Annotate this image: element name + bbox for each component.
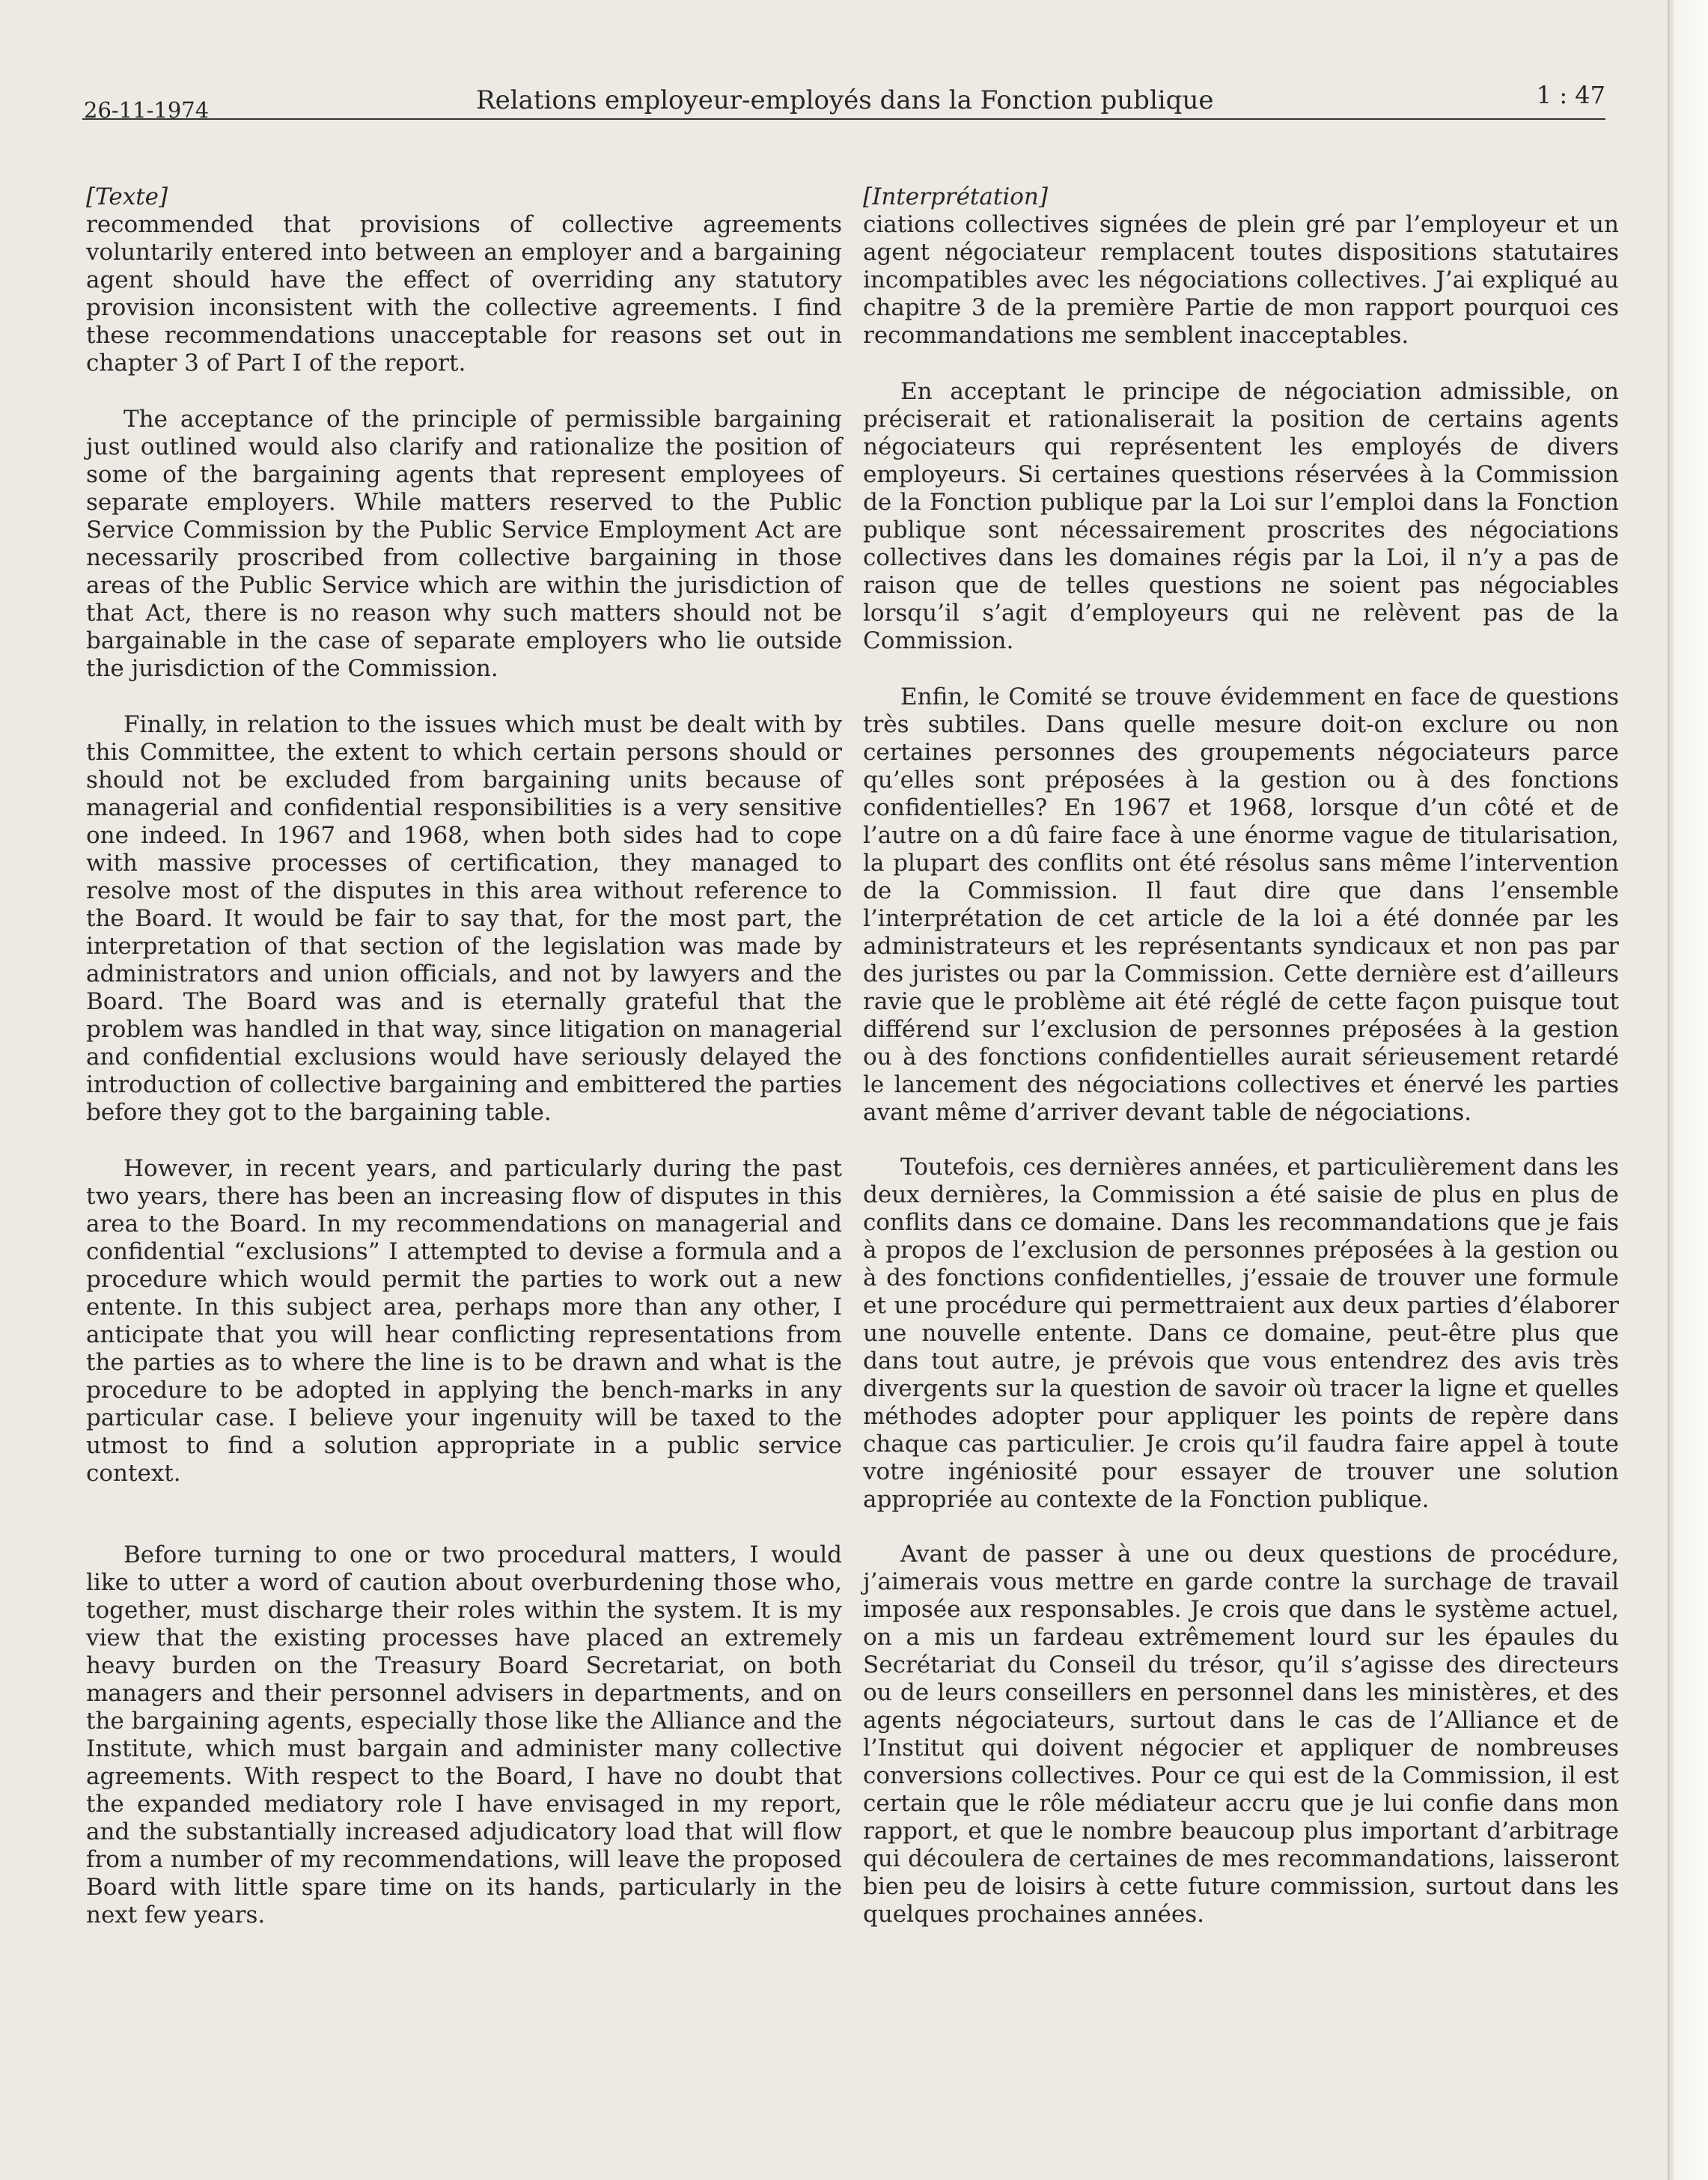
page-binding-edge: [1668, 0, 1708, 2180]
french-interpretation-column: [863, 183, 1619, 1928]
paragraph: Enfin, le Comité se trouve évidemment en face de questions très subtiles. Dans quelle mesure doit-on exclure ou non certaines personnes des groupements négociateurs parce qu’elles sont préposées à la gestion ou à des fonctions confidentielles? En 1967 et 1968, lorsque d’un côté et de l’autre on a dû faire face à une énorme vague de titularisation, la plupart des conflits ont été résolus sans même l’intervention de la Commission. Il faut dire que dans l’ensemble l’interprétation de cet article de la loi a été donnée par les administrateurs et les représentants syndicaux et non pas par des juristes ou par la Commission. Cette dernière est d’ailleurs ravie que le problème ait été réglé de cette façon puisque tout différend sur l’exclusion de personnes préposées à la gestion ou à des fonctions confidentielles aurait sérieusement retardé le lancement des négociations collectives et énervé les parties avant même d’arriver devant table de négociations.: [863, 683, 1619, 1126]
column-label-interpretation: [Interprétation]: [863, 183, 1048, 210]
paragraph: Finally, in relation to the issues which must be dealt with by this Committee, the extent to which certain persons should or should not be excluded from bargaining units because of managerial and confidential responsibilities is a very sensitive one indeed. In 1967 and 1968, when both sides had to cope with massive processes of certification, they managed to resolve most of the disputes in this area without reference to the Board. It would be fair to say that, for the most part, the interpretation of that section of the legislation was made by administrators and union officials, and not by lawyers and the Board. The Board was and is eternally grateful that the problem was handled in that way, since litigation on managerial and confidential exclusions would have seriously delayed the introduction of collective bargaining and embittered the parties before they got to the bargaining table.: [86, 711, 842, 1126]
page-header: [82, 81, 1605, 123]
paragraph: The acceptance of the principle of permissible bargaining just outlined would also clarify and rationalize the position of some of the bargaining agents that represent employees of separate employers. While matters reserved to the Public Service Commission by the Public Service Employment Act are necessarily proscribed from collective bargaining in those areas of the Public Service which are within the jurisdiction of that Act, there is no reason why such matters should not be bargainable in the case of separate employers who lie outside the jurisdiction of the Commission.: [86, 406, 842, 682]
paragraph: ciations collectives signées de plein gré par l’employeur et un agent négociateur remplacent toutes dispositions statutaires incompatibles avec les négociations collectives. J’ai expliqué au chapitre 3 de la première Partie de mon rapport pourquoi ces recommandations me semblent inacceptables.: [863, 211, 1619, 349]
header-page-number: 1 : 47: [1536, 81, 1605, 109]
paragraph: However, in recent years, and particularly during the past two years, there has been an increasing flow of disputes in this area to the Board. In my recommendations on managerial and confidential “exclusions” I attempted to devise a formula and a procedure which would permit the parties to work out a new entente. In this subject area, perhaps more than any other, I anticipate that you will hear conflicting representations from the parties as to where the line is to be drawn and what is the procedure to be adopted in applying the bench-marks in any particular case. I believe your ingenuity will be taxed to the utmost to find a solution appropriate in a public service context.: [86, 1155, 842, 1487]
paragraph: Avant de passer à une ou deux questions de procédure, j’aimerais vous mettre en garde contre la surchage de travail imposée aux responsables. Je crois que dans le système actuel, on a mis un fardeau extrêmement lourd sur les épaules du Secrétariat du Conseil du trésor, qu’il s’agisse des directeurs ou de leurs conseillers en personnel dans les ministères, et des agents négociateurs, surtout dans le cas de l’Alliance et de l’Institut qui doivent négocier et appliquer de nombreuses conversions collectives. Pour ce qui est de la Commission, il est certain que le rôle médiateur accru que je lui confie dans mon rapport, et que le nombre beaucoup plus important d’arbitrage qui découlera de certaines de mes recommandations, laisseront bien peu de loisirs à cette future commission, surtout dans les quelques prochaines années.: [863, 1541, 1619, 1928]
paragraph: Before turning to one or two procedural matters, I would like to utter a word of caution about overburdening those who, together, must discharge their roles within the system. It is my view that the existing processes have placed an extremely heavy burden on the Treasury Board Secretariat, on both managers and their personnel advisers in departments, and on the bargaining agents, especially those like the Alliance and the Institute, which must bargain and administer many collective agreements. With respect to the Board, I have no doubt that the expanded mediatory role I have envisaged in my report, and the substantially increased adjudicatory load that will flow from a number of my recommendations, will leave the proposed Board with little spare time on its hands, particularly in the next few years.: [86, 1541, 842, 1928]
paragraph: recommended that provisions of collective agreements voluntarily entered into between an employer and a bargaining agent should have the effect of overriding any statutory provision inconsistent with the collective agreements. I find these recommendations unacceptable for reasons set out in chapter 3 of Part I of the report.: [86, 211, 842, 377]
paragraph: En acceptant le principe de négociation admissible, on préciserait et rationaliserait la position de certains agents négociateurs qui représentent les employés de divers employeurs. Si certaines questions réservées à la Commission de la Fonction publique par la Loi sur l’emploi dans la Fonction publique sont nécessairement proscrites des négociations collectives dans les domaines régis par la Loi, il n’y a pas de raison que de telles questions ne soient pas négociables lorsqu’il s’agit d’employeurs qui ne relèvent pas de la Commission.: [863, 378, 1619, 654]
header-date: 26-11-1974: [84, 97, 210, 123]
column-label-texte: [Texte]: [86, 183, 168, 210]
english-text-column: [86, 183, 842, 1929]
header-title: Relations employeur-employés dans la Fonction publique: [476, 85, 1214, 115]
paragraph: Toutefois, ces dernières années, et particulièrement dans les deux dernières, la Commission a été saisie de plus en plus de conflits dans ce domaine. Dans les recommandations que je fais à propos de l’exclusion de personnes préposées à la gestion ou à des fonctions confidentielles, j’essaie de trouver une formule et une procédure qui permettraient aux deux parties d’élaborer une nouvelle entente. Dans ce domaine, peut-être plus que dans tout autre, je prévois que vous entendrez des avis très divergents sur la question de savoir où tracer la ligne et quelles méthodes adopter pour appliquer les points de repère dans chaque cas particulier. Je crois qu’il faudra faire appel à toute votre ingéniosité pour essayer de trouver une solution appropriée au contexte de la Fonction publique.: [863, 1154, 1619, 1513]
